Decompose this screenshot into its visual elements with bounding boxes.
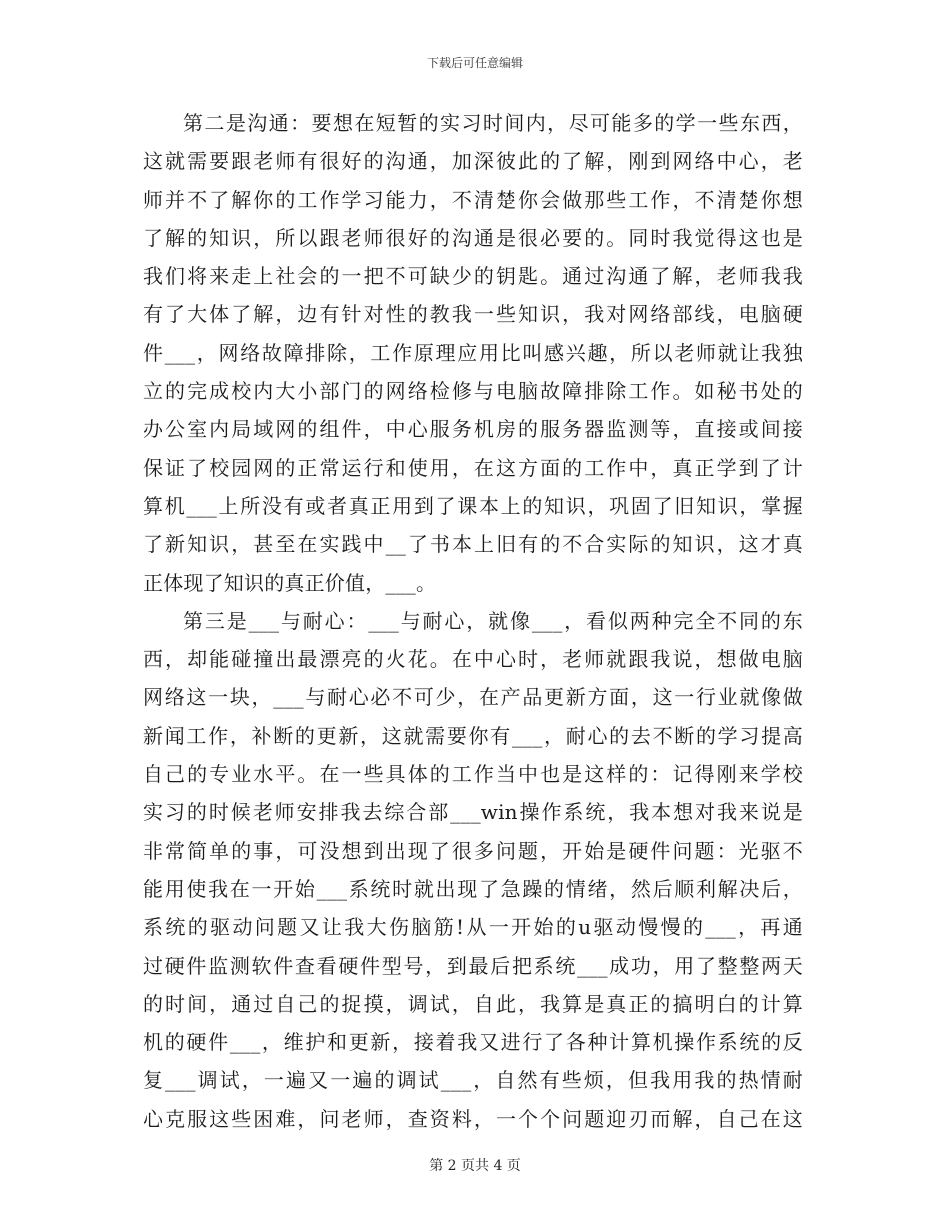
text-line: 新闻工作，补断的更新，这就需要你有___，耐心的去不断的学习提高	[143, 723, 803, 748]
text-line: 算机___上所没有或者真正用到了课本上的知识，巩固了旧知识，掌握	[143, 493, 803, 518]
text-line: 有了大体了解，边有针对性的教我一些知识，我对网络部线，电脑硬	[143, 302, 803, 327]
text-line: 办公室内局域网的组件，中心服务机房的服务器监测等，直接或间接	[143, 417, 803, 442]
text-line: 师并不了解你的工作学习能力，不清楚你会做那些工作，不清楚你想	[143, 187, 803, 212]
text-line: 系统的驱动问题又让我大伤脑筋!从一开始的u驱动慢慢的___，再通	[143, 915, 803, 940]
document-body	[143, 104, 803, 1138]
text-line: 了解的知识，所以跟老师很好的沟通是很必要的。同时我觉得这也是	[143, 225, 803, 250]
text-line: 非常简单的事，可没想到出现了很多问题，开始是硬件问题：光驱不	[143, 838, 803, 863]
text-line: 这就需要跟老师有很好的沟通，加深彼此的了解，刚到网络中心，老	[143, 149, 803, 174]
text-line: 了新知识，甚至在实践中__了书本上旧有的不合实际的知识，这才真	[143, 532, 803, 557]
page-number: 第 2 页共 4 页	[429, 1158, 521, 1174]
text-line: 件___，网络故障排除，工作原理应用比叫感兴趣，所以老师就让我独	[143, 340, 803, 365]
paragraph-2-communication	[143, 104, 803, 602]
text-line: 机的硬件___，维护和更新，接着我又进行了各种计算机操作系统的反	[143, 1030, 803, 1055]
text-line: 立的完成校内大小部门的网络检修与电脑故障排除工作。如秘书处的	[143, 379, 803, 404]
text-line: 网络这一块，___与耐心必不可少，在产品更新方面，这一行业就像做	[143, 685, 803, 710]
text-line: 西，却能碰撞出最漂亮的火花。在中心时，老师就跟我说，想做电脑	[143, 647, 803, 672]
text-line: 第二是沟通：要想在短暂的实习时间内，尽可能多的学一些东西，	[183, 111, 803, 135]
text-line: 我们将来走上社会的一把不可缺少的钥匙。通过沟通了解，老师我我	[143, 264, 803, 289]
text-line: 保证了校园网的正常运行和使用，在这方面的工作中，真正学到了计	[143, 455, 803, 480]
text-line: 的时间，通过自己的捉摸，调试，自此，我算是真正的搞明白的计算	[143, 991, 803, 1016]
text-line: 心克服这些困难，问老师，查资料，一个个问题迎刃而解，自己在这	[143, 1106, 803, 1131]
text-line: 能用使我在一开始___系统时就出现了急躁的情绪，然后顺利解决后，	[143, 876, 803, 901]
text-line: 实习的时候老师安排我去综合部___win操作系统，我本想对我来说是	[143, 800, 803, 825]
text-line: 自己的专业水平。在一些具体的工作当中也是这样的：记得刚来学校	[143, 762, 803, 787]
text-line: 正体现了知识的真正价值，___。	[143, 570, 437, 595]
text-line: 过硬件监测软件查看硬件型号，到最后把系统___成功，用了整整两天	[143, 953, 803, 978]
page-header: 下载后可任意编辑	[426, 56, 523, 70]
paragraph-3-passion-patience	[143, 602, 803, 1138]
text-line: 第三是___与耐心：___与耐心，就像___，看似两种完全不同的东	[183, 608, 803, 633]
text-line: 复___调试，一遍又一遍的调试___，自然有些烦，但我用我的热情耐	[143, 1068, 803, 1093]
